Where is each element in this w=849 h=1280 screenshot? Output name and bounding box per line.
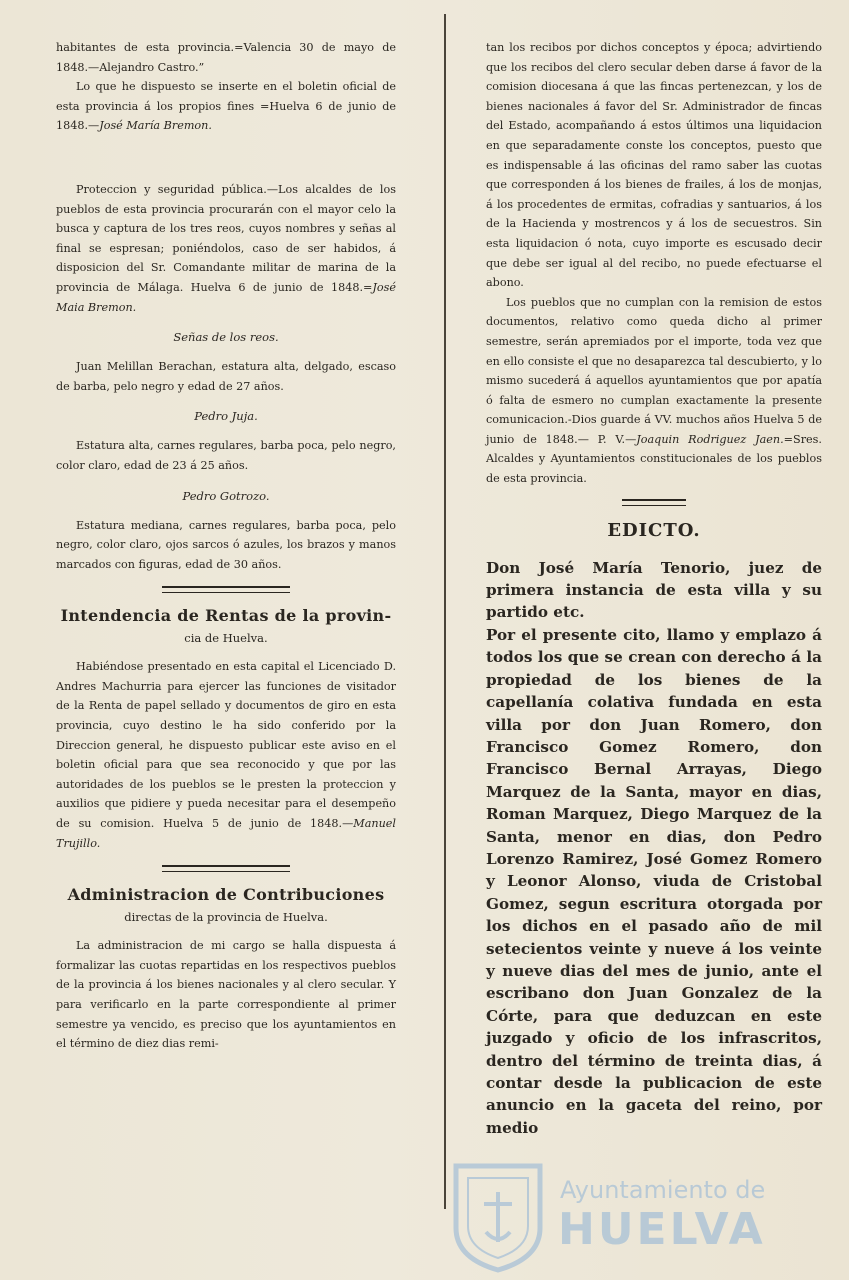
paragraph: La administracion de mi cargo se halla dispuesta á formalizar las cuotas repartidas en los respectivos pueblos de la provincia á los bienes nacionales y al clero secular. Y para verificarlo en la parte correspondiente al primer semestre ya vencido, es preciso que los ayuntamientos en el término de diez dias remi- <box>56 939 396 1051</box>
watermark-line1: Ayuntamiento de <box>560 1176 766 1204</box>
paragraph: Juan Melillan Berachan, estatura alta, delgado, escaso de barba, pelo negro y edad de 27 años. <box>56 360 396 393</box>
signature: Joaquin Rodriguez Jaen. <box>636 432 784 446</box>
paragraph <box>56 180 396 317</box>
paragraph <box>486 293 822 489</box>
column-divider <box>444 14 446 1209</box>
subheading: Señas de los reos. <box>173 330 279 345</box>
signature: Manuel Trujillo. <box>56 817 396 850</box>
paragraph-text: Proteccion y seguridad pública.—Los alcaldes de los pueblos de esta provincia procurarán con el mayor celo la busca y captura de los tres reos, cuyos nombres y señas al final se espresan; poniéndolos, caso de ser habidos, á disposicion del Sr. Comandante militar de marina de la provincia de Málaga. Huelva 6 de junio de 1848.= <box>56 182 396 294</box>
subheading: Pedro Gotrozo. <box>182 488 270 503</box>
edicto-title: EDICTO. <box>607 519 701 541</box>
subheading: Pedro Juja. <box>194 409 258 424</box>
section-subheading: directas de la provincia de Huelva. <box>124 910 328 925</box>
paragraph: habitantes de esta provincia.=Valencia 30 de mayo de 1848.—Alejandro Castro.” <box>56 41 396 74</box>
section-rule <box>162 865 290 872</box>
right-column <box>486 38 822 1139</box>
city-seal-icon <box>446 1158 550 1274</box>
edicto-paragraph: Por el presente cito, llamo y emplazo á todos los que se crean con derecho á la propiedad de los bienes de la capellanía colativa fundada en esta villa por don Juan Romero, don Francisco Gomez Romero, don Francisco Bernal Arrayas, Diego Marquez de la Santa, mayor en dias, Roman Marquez, Diego Marquez de la Santa, menor en dias, don Pedro Lorenzo Ramirez, José Gomez Romero y Leonor Alonso, viuda de Cristobal Gomez, segun escritura otorgada por los dichos en el pasado año de mil setecientos veinte y nueve á los veinte y nueve dias del mes de junio, ante el escribano don Juan Gonzalez de la Córte, para que deduzcan en este juzgado y oficio de los infrascritos, dentro del término de treinta dias, á contar desde la publicacion de este anuncio en la gaceta del reino, por medio <box>486 625 822 1137</box>
paragraph-text: Lo que he dispuesto se inserte en el boletin oficial de esta provincia á los propios fines =Huelva 6 de junio de 1848.— <box>56 80 396 133</box>
paragraph <box>56 77 396 136</box>
paragraph-text: =Sres. Alcaldes y Ayuntamientos constitucionales de los pueblos de esta provincia. <box>486 432 822 486</box>
section-rule <box>162 586 290 593</box>
paragraph: tan los recibos por dichos conceptos y época; advirtiendo que los recibos del clero secular deben darse á favor de la comision diocesana á que las fincas pertenezcan, y los de bienes nacionales á favor del Sr. Administrador de fincas del Estado, acompañando á estos últimos una liquidacion en que separadamente conste los conceptos, puesto que es indispensable á las oficinas del ramo saber las cuotas que corresponden á los bienes de frailes, á los de monjas, á los procedentes de ermitas, cofradias y santuarios, á los de la Hacienda y mostrencos y á los de secuestros. Sin esta liquidacion ó nota, cuyo importe es escusado decir que debe ser igual al del recibo, no puede efectuarse el abono. <box>486 41 822 290</box>
section-heading: Intendencia de Rentas de la provin- <box>60 606 392 626</box>
paragraph <box>56 657 396 853</box>
section-subheading: cia de Huelva. <box>184 631 268 646</box>
left-column <box>56 38 396 1054</box>
edicto-paragraph: Don José María Tenorio, juez de primera instancia de esta villa y su partido etc. <box>486 558 822 622</box>
paragraph: Estatura mediana, carnes regulares, barba poca, pelo negro, color claro, ojos sarcos ó azules, los brazos y manos marcados con figuras, edad de 30 años. <box>56 518 396 571</box>
section-rule <box>622 499 686 506</box>
signature: José Maia Bremon. <box>56 280 396 314</box>
watermark-line2: HUELVA <box>558 1204 766 1255</box>
paragraph-text: Habiéndose presentado en esta capital el Licenciado D. Andres Machurria para ejercer las funciones de visitador de la Renta de papel sellado y documentos de giro en esta provincia, cuyo destino le ha sido conferido por la Direccion general, he dispuesto publicar este aviso en el boletin oficial para que sea reconocido y que por las autoridades de los pueblos se le presten la proteccion y auxilios que pidiere y pueda necesitar para el desempeño de su comision. Huelva 5 de junio de 1848.— <box>56 660 396 831</box>
signature: José María Bremon. <box>99 119 212 133</box>
watermark <box>440 1148 800 1278</box>
section-heading: Administracion de Contribuciones <box>67 885 385 905</box>
paragraph: Estatura alta, carnes regulares, barba poca, pelo negro, color claro, edad de 23 á 25 años. <box>56 439 396 472</box>
paragraph-text: Los pueblos que no cumplan con la remision de estos documentos, relativo como queda dicho al primer semestre, serán apremiados por el importe, toda vez que en ello consiste el que no desaparezca tal descubierto, y lo mismo sucederá á aquellos ayuntamientos que por apatía ó falta de esmero no cumplan exactamente la presente comunicacion.-Dios guarde á VV. muchos años Huelva 5 de junio de 1848.— P. V.— <box>486 295 822 446</box>
